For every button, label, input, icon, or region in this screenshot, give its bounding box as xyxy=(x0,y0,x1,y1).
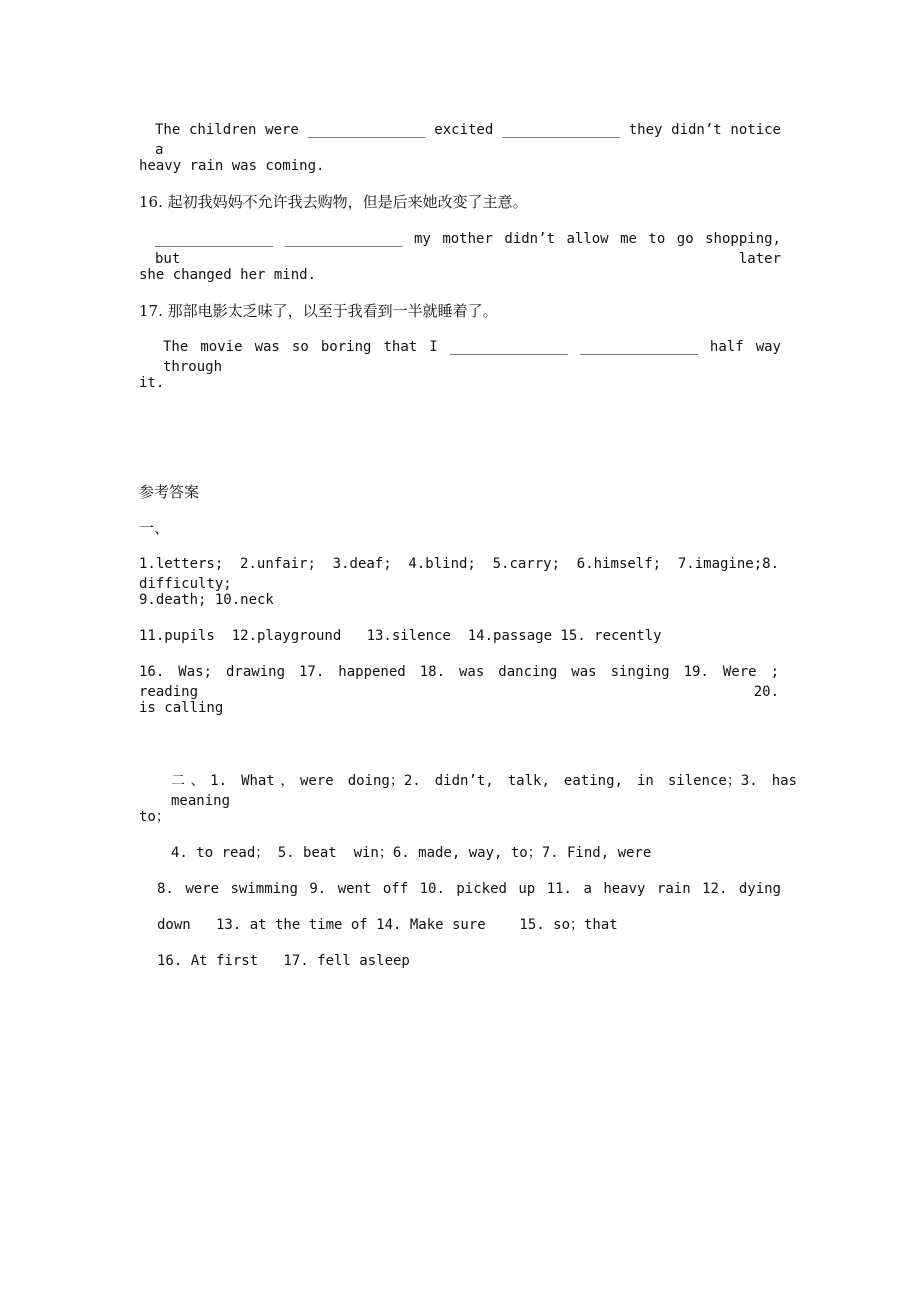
section-1-line-3: 11.pupils 12.playground 13.silence 14.passage 15. recently xyxy=(139,628,662,644)
answer-key-heading: 参考答案 xyxy=(139,483,200,501)
section-1-line-5: is calling xyxy=(139,700,224,716)
q15-line-2: heavy rain was coming. xyxy=(139,158,325,174)
q17-line-2: it. xyxy=(139,375,165,391)
section-2-line-2: to； xyxy=(139,809,170,825)
section-2-line-6: 16. At first 17. fell asleep xyxy=(157,953,410,969)
q16-line-1: ______________ ______________ my mother didn’t allow me to go shopping, but later xyxy=(155,231,781,267)
section-2-line-3: 4. to read； 5. beat win；6. made, way, to；7. Find, were xyxy=(171,845,652,861)
section-2-line-5: down 13. at the time of 14. Make sure 15. so；that xyxy=(157,917,618,933)
q15-line-1: The children were ______________ excited ______________ they didn’t notice a xyxy=(155,122,781,158)
section-2-line-1: 二、1. What，were doing；2. didn’t, talk, eating, in silence；3. has meaning xyxy=(171,773,797,809)
q17-line-1: The movie was so boring that I ______________ ______________ half way through xyxy=(163,339,781,375)
section-1-line-2: 9.death; 10.neck xyxy=(139,592,274,608)
section-2-line-4: 8. were swimming 9. went off 10. picked up 11. a heavy rain 12. dying xyxy=(157,881,781,897)
section-1-label: 一、 xyxy=(139,519,170,537)
section-1-line-4: 16. Was; drawing 17. happened 18. was dancing was singing 19. Were ; reading 20. xyxy=(139,664,779,700)
q16-prompt: 16. 起初我妈妈不允许我去购物，但是后来她改变了主意。 xyxy=(139,193,528,211)
q17-prompt: 17. 那部电影太乏味了，以至于我看到一半就睡着了。 xyxy=(139,302,498,320)
q16-line-2: she changed her mind. xyxy=(139,267,317,283)
section-1-line-1: 1.letters; 2.unfair; 3.deaf; 4.blind; 5.carry; 6.himself; 7.imagine;8. difficulty; xyxy=(139,556,779,592)
